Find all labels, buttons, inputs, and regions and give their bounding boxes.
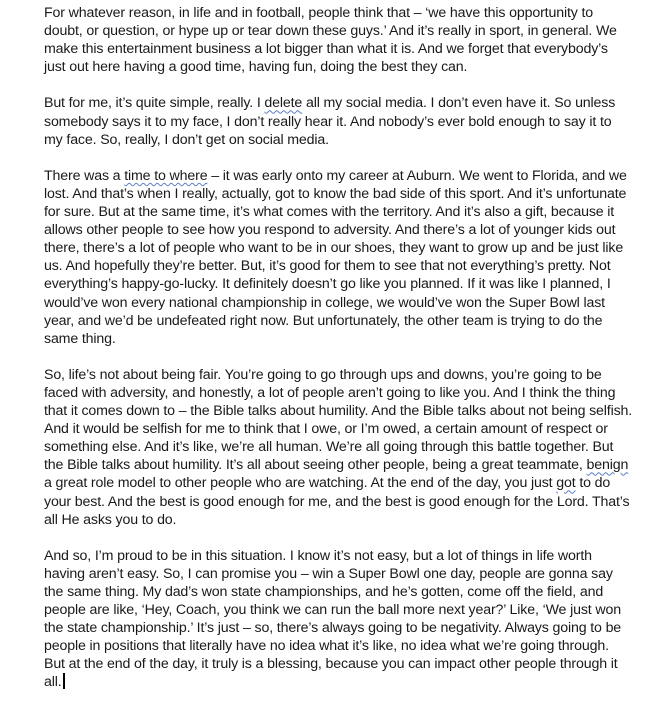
text-run: But for me, it’s quite simple, really. I (44, 95, 265, 112)
text-run: There was a (44, 167, 125, 184)
text-line: For whatever reason, in life and in football, people think that – ‘we have this opportunity to (44, 5, 594, 21)
text-line: the state championship.’ It’s just – so, there’s always going to be negativity. Always going to be (44, 620, 622, 637)
text-run: a great role model to other people who are watching. At the end of the day, you just (44, 475, 557, 492)
text-line (44, 456, 644, 474)
document-body[interactable] (44, 4, 644, 710)
text-line: people are like, ‘Hey, Coach, you think we can run the ball more next year?’ Like, ‘We just won (44, 602, 621, 619)
spellcheck-flagged-word[interactable]: benign (586, 457, 629, 474)
text-line: would’ve won every national championship in college, we would’ve won the Super Bowl last (44, 294, 605, 311)
grammar-flagged-phrase[interactable]: time to where (124, 167, 208, 184)
text-line: allows other people to see how you respond to adversity. And there’s a lot of younger kids out (44, 222, 616, 239)
text-line: for sure. But at the same time, it’s what comes with the territory. And it’s also a gift, because it (44, 204, 615, 221)
text-line: that it comes down to – the Bible talks about humility. And the Bible talks about not being selfish. (44, 403, 633, 420)
text-run: to do (575, 475, 611, 492)
text-line: But at the end of the day, it truly is a blessing, because you can impact other people through it (44, 656, 618, 673)
text-line: year, and we’d be undefeated right now. But unfortunately, the other team is trying to do the (44, 312, 603, 329)
text-line: the same thing. My dad’s won state championships, and he’s gotten, come off the field, and (44, 584, 604, 600)
paragraph-1 (44, 4, 644, 76)
text-line: us. And hopefully they’re better. But, it’s good for them to see that not everything’s pretty. Not (44, 258, 611, 275)
spellcheck-flagged-word[interactable]: delete (264, 95, 303, 112)
text-run: all my social media. I don’t even have it. So unless (302, 95, 616, 112)
text-line: doubt, or question, or hype up or tear down these guys.’ And it’s really in sport, in general. We (44, 23, 617, 40)
text-line (44, 474, 644, 492)
grammar-flagged-word[interactable]: got (556, 475, 576, 492)
paragraph-4 (44, 366, 644, 529)
paragraph-5 (44, 547, 644, 692)
text-line: people in positions that literally have no idea what it’s like, no idea what we’re going through. (44, 638, 609, 655)
paragraph-3 (44, 167, 644, 348)
text-line: having aren’t easy. So, I can promise you – win a Super Bowl one day, people are gonna say (44, 565, 613, 582)
text-cursor (63, 673, 65, 689)
text-line: something else. And it’s like, we’re all human. We’re all going through this battle together. But (44, 439, 614, 456)
text-line: my face. So, really, I don’t get on social media. (44, 131, 329, 148)
text-run: all. (44, 674, 62, 691)
paragraph-2 (44, 94, 644, 148)
text-line: all He asks you to do. (44, 511, 177, 528)
text-line: everything’s happy-go-lucky. It definitely doesn’t go like you planned. If it was like I planned, I (44, 276, 611, 293)
text-line: there, there’s a lot of people who want to be in our shoes, they want to grow up and be just like (44, 240, 624, 257)
text-line (44, 94, 644, 112)
text-line: same thing. (44, 330, 116, 347)
text-line: your best. And the best is good enough for me, and the best is good enough for the Lord. That’s (44, 493, 630, 510)
text-line (44, 673, 644, 691)
text-line: somebody says it to my face, I don’t really hear it. And nobody’s ever bold enough to say it to (44, 113, 612, 130)
text-line: just out here having a good time, having fun, doing the best they can. (44, 59, 468, 76)
text-line (44, 167, 644, 185)
text-line: And it would be selfish for me to think that I owe, or I’m owed, a certain amount of respect or (44, 421, 608, 438)
text-run: – it was early onto my career at Auburn. We went to Florida, and we (207, 167, 627, 184)
text-line: make this entertainment business a lot bigger than what it is. And we forget that everybody’s (44, 41, 608, 58)
text-run: the Bible talks about humility. It’s all about seeing other people, being a great teammate, (44, 457, 587, 474)
text-line: And so, I’m proud to be in this situation. I know it’s not easy, but a lot of things in life worth (44, 547, 592, 564)
text-line: faced with adversity, and honestly, a lot of people aren’t going to like you. And I think the thing (44, 384, 616, 401)
text-line: So, life’s not about being fair. You’re going to go through ups and downs, you’re going to be (44, 366, 602, 383)
text-line: lost. And that’s when I really, actually, got to know the bad side of this sport. And it’s unfortunate (44, 185, 627, 202)
